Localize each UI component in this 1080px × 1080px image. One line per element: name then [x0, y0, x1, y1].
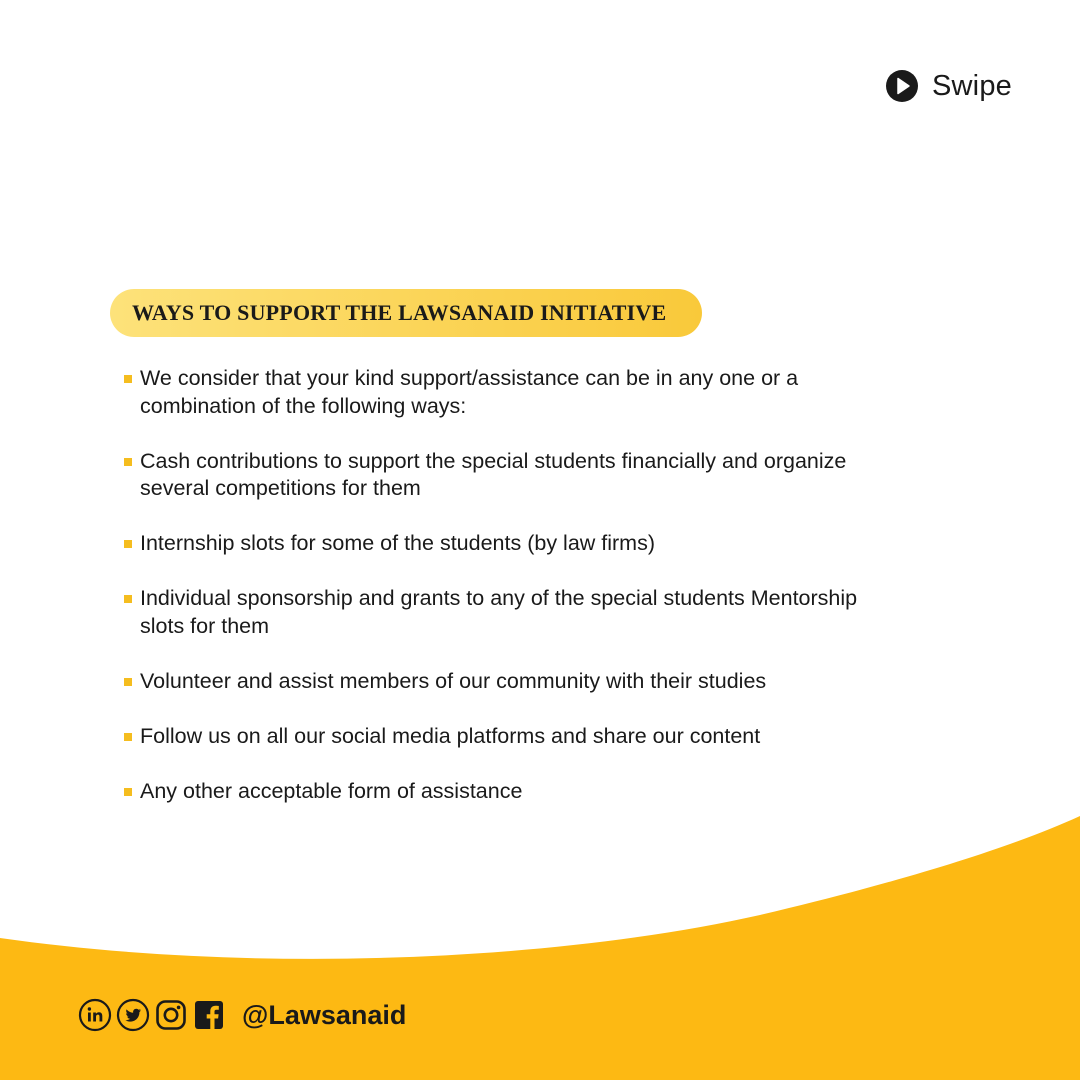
- page-title: WAYS TO SUPPORT THE LAWSANAID INITIATIVE: [132, 300, 667, 325]
- social-footer: [78, 998, 406, 1032]
- list-item-text: Internship slots for some of the students (by law firms): [140, 531, 656, 555]
- list-item-text: Individual sponsorship and grants to any of the special students Mentorship slots for them: [140, 586, 858, 638]
- support-list: [124, 365, 884, 833]
- play-circle-icon: [884, 68, 920, 104]
- list-item: [124, 530, 884, 558]
- swipe-control[interactable]: [884, 68, 1012, 104]
- bullet-square-icon: [124, 733, 132, 741]
- list-item: [124, 365, 884, 420]
- footer-wave-shape: [0, 816, 1080, 1080]
- list-item-text: Volunteer and assist members of our community with their studies: [140, 668, 767, 693]
- instagram-icon[interactable]: [154, 998, 188, 1032]
- list-item: [124, 778, 884, 806]
- list-item: [124, 668, 884, 696]
- list-item-text: Any other acceptable form of assistance: [140, 778, 523, 803]
- list-item: [124, 723, 884, 751]
- bullet-square-icon: [124, 595, 132, 603]
- heading-pill: [110, 289, 702, 337]
- swipe-label: Swipe: [932, 69, 1012, 102]
- twitter-icon[interactable]: [116, 998, 150, 1032]
- list-item: [124, 448, 884, 503]
- list-item-text: We consider that your kind support/assistance can be in any one or a combination of the following ways:: [140, 366, 799, 418]
- list-item-text: Follow us on all our social media platforms and share our content: [140, 723, 761, 748]
- bullet-square-icon: [124, 540, 132, 548]
- bullet-square-icon: [124, 678, 132, 686]
- linkedin-icon[interactable]: [78, 998, 112, 1032]
- bullet-square-icon: [124, 788, 132, 796]
- facebook-icon[interactable]: [192, 998, 226, 1032]
- bullet-square-icon: [124, 458, 132, 466]
- list-item-text: Cash contributions to support the special students financially and organize several competitions for them: [140, 448, 847, 500]
- bullet-square-icon: [124, 375, 132, 383]
- list-item: [124, 585, 884, 640]
- social-handle[interactable]: @Lawsanaid: [242, 999, 407, 1030]
